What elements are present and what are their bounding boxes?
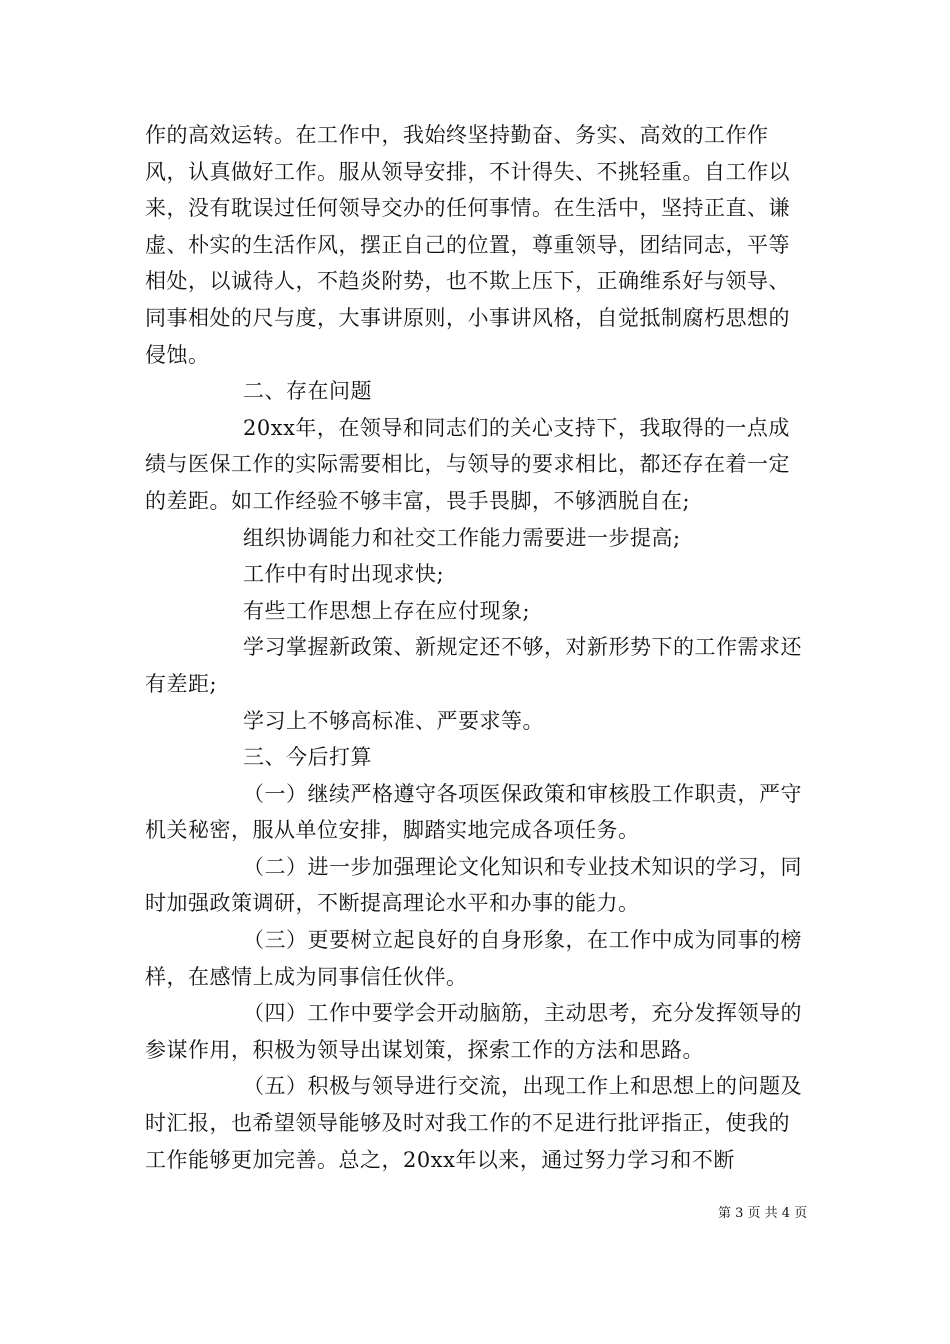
paragraph-plan-1: （一）继续严格遵守各项医保政策和审核股工作职责，严守机关秘密，服从单位安排，脚踏实地完成各项任务。 (145, 781, 802, 843)
document-body (145, 117, 810, 1178)
paragraph-problem-coordination: 组织协调能力和社交工作能力需要进一步提高; (243, 525, 681, 550)
paragraph-problem-policy: 学习掌握新政策、新规定还不够，对新形势下的工作需求还有差距; (145, 635, 802, 696)
paragraph-problem-haste: 工作中有时出现求快; (243, 562, 445, 587)
paragraph-plan-4: （四）工作中要学会开动脑筋，主动思考，充分发挥领导的参谋作用，积极为领导出谋划策，探索工作的方法和思路。 (145, 1001, 802, 1062)
paragraph-plan-5: （五）积极与领导进行交流，出现工作上和思想上的问题及时汇报，也希望领导能够及时对我工作的不足进行批评指正，使我的工作能够更加完善。总之，20xx年以来，通过努力学习和不断 (145, 1074, 802, 1172)
paragraph-plan-2: （二）进一步加强理论文化知识和专业技术知识的学习，同时加强政策调研，不断提高理论水平和办事的能力。 (145, 854, 802, 916)
page-number-footer: 第 3 页 共 4 页 (718, 1206, 808, 1221)
paragraph-work-style: 作的高效运转。在工作中，我始终坚持勤奋、务实、高效的工作作风，认真做好工作。服从领导安排，不计得失、不挑轻重。自工作以来，没有耽误过任何领导交办的任何事情。在生活中，坚持正直、谦虚、朴实的生活作风，摆正自己的位置，尊重领导，团结同志，平等相处，以诚待人，不趋炎附势，也不欺上压下，正确维系好与领导、同事相处的尺与度，大事讲原则，小事讲风格，自觉抵制腐朽思想的侵蚀。 (145, 123, 790, 367)
section-heading-plans: 三、今后打算 (243, 745, 372, 770)
paragraph-problems-intro: 20xx年，在领导和同志们的关心支持下，我取得的一点成绩与医保工作的实际需要相比，与领导的要求相比，都还存在着一定的差距。如工作经验不够丰富，畏手畏脚，不够洒脱自在; (145, 415, 790, 513)
paragraph-problem-standards: 学习上不够高标准、严要求等。 (243, 708, 544, 733)
section-heading-problems: 二、存在问题 (243, 379, 372, 404)
paragraph-problem-perfunctory: 有些工作思想上存在应付现象; (243, 598, 531, 623)
paragraph-plan-3: （三）更要树立起良好的自身形象，在工作中成为同事的榜样，在感情上成为同事信任伙伴。 (145, 928, 802, 989)
